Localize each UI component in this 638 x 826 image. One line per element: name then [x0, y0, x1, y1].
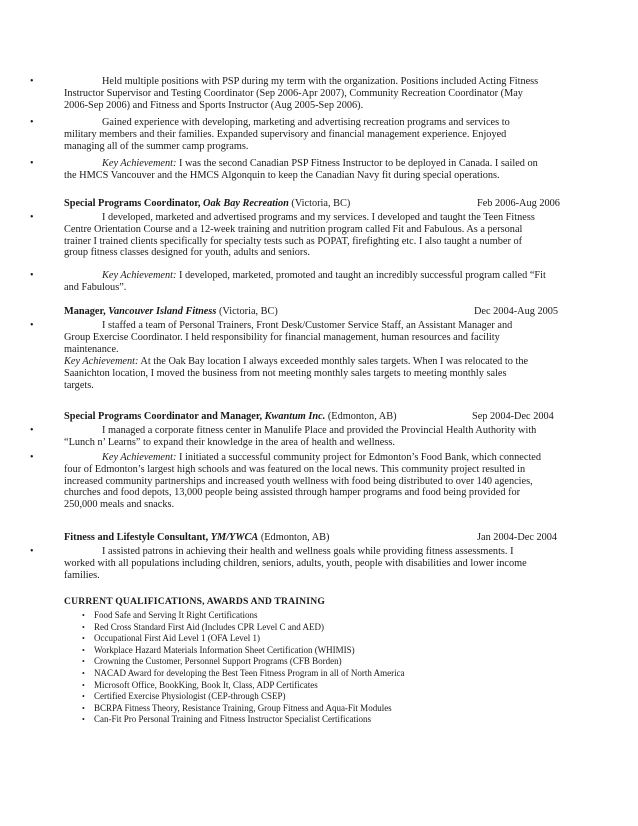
text-line: Held multiple positions with PSP during my term with the organization. Positions included Acting Fitness: [102, 76, 539, 87]
qualification-item: Microsoft Office, BookKing, Book It, Class, ADP Certificates: [94, 679, 318, 690]
job-heading: [64, 198, 574, 210]
bullet-icon: •: [82, 703, 85, 713]
paragraph: [64, 212, 564, 259]
qualification-item: Red Cross Standard First Aid (Includes CPR Level C and AED): [94, 621, 324, 632]
text-line: families.: [64, 569, 100, 581]
text-line: maintenance.: [64, 343, 119, 355]
job-title: Manager,: [64, 306, 106, 317]
bullet-icon: •: [30, 158, 34, 169]
text-line: managing all of the summer camp programs.: [64, 140, 249, 152]
text-line: 250,000 meals and snacks.: [64, 499, 175, 511]
bullet-icon: •: [82, 645, 85, 655]
text-line: I was the second Canadian PSP Fitness Instructor to be deployed in Canada. I sailed on: [176, 158, 538, 169]
bullet-icon: •: [82, 669, 85, 678]
text-line: I managed a corporate fitness center in Manulife Place and provided the Provincial Health Authority with: [102, 425, 537, 436]
text-line: Centre Orientation Course and a 12-week training and nutrition program called Fit and Fabulous. As a personal: [64, 223, 523, 235]
text-line: targets.: [64, 379, 94, 391]
paragraph: [64, 452, 564, 511]
paragraph: [64, 76, 564, 111]
bullet-icon: •: [82, 680, 85, 690]
paragraph: [64, 117, 564, 152]
text-line: I staffed a team of Personal Trainers, Front Desk/Customer Service Staff, an Assistant Manager and: [102, 320, 513, 331]
text-line: group fitness classes designed for youth, adults and seniors.: [64, 247, 310, 259]
bullet-icon: •: [30, 546, 34, 557]
qualification-item: Food Safe and Serving It Right Certifications: [94, 610, 258, 620]
bullet-icon: •: [30, 270, 34, 281]
qualification-item: Certified Exercise Physiologist (CEP-through CSEP): [94, 691, 286, 702]
qualification-item: BCRPA Fitness Theory, Resistance Training, Group Fitness and Aqua-Fit Modules: [94, 702, 392, 713]
bullet-icon: •: [30, 117, 34, 128]
bullet-icon: •: [30, 76, 34, 87]
text-line: increased community partnerships and increased youth wellness with food being distributed to over 140 agencies,: [64, 475, 533, 487]
text-line: worked with all populations including children, seniors, adults, youth, people with disabilities and lower income: [64, 557, 527, 569]
job-title: Special Programs Coordinator,: [64, 198, 201, 209]
text-line: four of Edmonton’s largest high schools and was featured on the local news. This community project resulted in: [64, 463, 526, 475]
job-dates: Sep 2004-Dec 2004: [472, 411, 554, 422]
text-line: 2006-Sep 2006) and Fitness and Sports Instructor (Aug 2005-Sep 2006).: [64, 99, 364, 111]
bullet-icon: •: [82, 611, 85, 620]
job-heading: [64, 532, 574, 544]
text-line: and Fabulous”.: [64, 281, 127, 293]
text-line: I developed, marketed and advertised programs and my services. I developed and taught the Teen Fitness: [102, 212, 535, 223]
job-organization: Oak Bay Recreation: [203, 198, 289, 209]
job-dates: Feb 2006-Aug 2006: [477, 198, 560, 209]
qualification-item: Crowning the Customer, Personnel Support Programs (CFB Borden): [94, 656, 342, 667]
qualification-item: Workplace Hazard Materials Information Sheet Certification (WHIMIS): [94, 644, 355, 655]
job-dates: Jan 2004-Dec 2004: [477, 532, 558, 543]
text-line: Gained experience with developing, marketing and advertising recreation programs and services to: [102, 117, 510, 128]
bullet-icon: •: [30, 452, 34, 463]
qualification-item: Can-Fit Pro Personal Training and Fitness Instructor Specialist Certifications: [94, 714, 371, 725]
key-achievement-label: Key Achievement:: [102, 452, 177, 463]
job-heading: [64, 411, 574, 423]
text-line: At the Oak Bay location I always exceeded monthly sales targets. When I was relocated to the: [138, 356, 529, 367]
bullet-icon: •: [30, 320, 34, 331]
text-line: the HMCS Vancouver and the HMCS Algonquin to keep the Canadian Navy fit during special operations.: [64, 169, 500, 181]
bullet-icon: •: [30, 212, 34, 223]
paragraph: [64, 546, 564, 581]
key-achievement-label: Key Achievement:: [102, 158, 177, 169]
job-title: Special Programs Coordinator and Manager,: [64, 411, 263, 422]
job-heading: [64, 306, 574, 318]
job-location: (Edmonton, AB): [260, 532, 330, 543]
bullet-icon: •: [82, 657, 85, 667]
bullet-icon: •: [30, 425, 34, 436]
text-line: churches and food depots, 13,000 people being assisted through hamper programs and food being provided for: [64, 487, 521, 499]
text-line: military members and their families. Expanded supervisory and financial management experience. Enjoyed: [64, 128, 507, 140]
section-heading: CURRENT QUALIFICATIONS, AWARDS AND TRAINING: [64, 596, 326, 607]
text-line: Instructor Supervisor and Testing Coordinator (Sep 2006-Apr 2007), Community Recreation Coordinator (May: [64, 87, 523, 99]
text-line: trainer I trained clients specifically for specialty tests such as POPAT, firefighting etc. I also taught a number of: [64, 235, 523, 247]
job-location: (Victoria, BC): [218, 306, 278, 317]
paragraph: [64, 270, 564, 294]
text-line: Saanichton location, I moved the business from not meeting monthly sales targets to meeting monthly sales: [64, 367, 507, 379]
job-title: Fitness and Lifestyle Consultant,: [64, 532, 209, 543]
key-achievement-label: Key Achievement:: [64, 356, 139, 367]
qualification-item: Occupational First Aid Level 1 (OFA Level 1): [94, 633, 261, 644]
job-organization: YM/YWCA: [210, 532, 259, 543]
text-line: “Lunch n’ Learns” to expand their knowledge in the area of health and wellness.: [64, 436, 395, 448]
paragraph: [64, 320, 564, 355]
bullet-icon: •: [82, 692, 85, 702]
bullet-icon: •: [82, 622, 85, 632]
text-line: I initiated a successful community project for Edmonton’s Food Bank, which connected: [176, 452, 542, 463]
text-line: I developed, marketed, promoted and taught an incredibly successful program called “Fit: [176, 270, 546, 281]
bullet-icon: •: [82, 634, 85, 644]
job-location: (Edmonton, AB): [327, 411, 397, 422]
text-line: I assisted patrons in achieving their health and wellness goals while providing fitness assessments. I: [102, 546, 514, 557]
paragraph: [64, 425, 564, 449]
qualification-item: NACAD Award for developing the Best Teen Fitness Program in all of North America: [94, 668, 405, 678]
job-organization: Kwantum Inc.: [264, 411, 326, 422]
key-achievement-label: Key Achievement:: [102, 270, 177, 281]
job-location: (Victoria, BC): [291, 198, 351, 209]
job-dates: Dec 2004-Aug 2005: [474, 306, 559, 317]
paragraph: [64, 356, 564, 391]
paragraph: [64, 158, 564, 182]
job-organization: Vancouver Island Fitness: [108, 306, 217, 317]
bullet-icon: •: [82, 715, 85, 725]
text-line: Group Exercise Coordinator. I held responsibility for financial management, human resources and facility: [64, 331, 500, 343]
